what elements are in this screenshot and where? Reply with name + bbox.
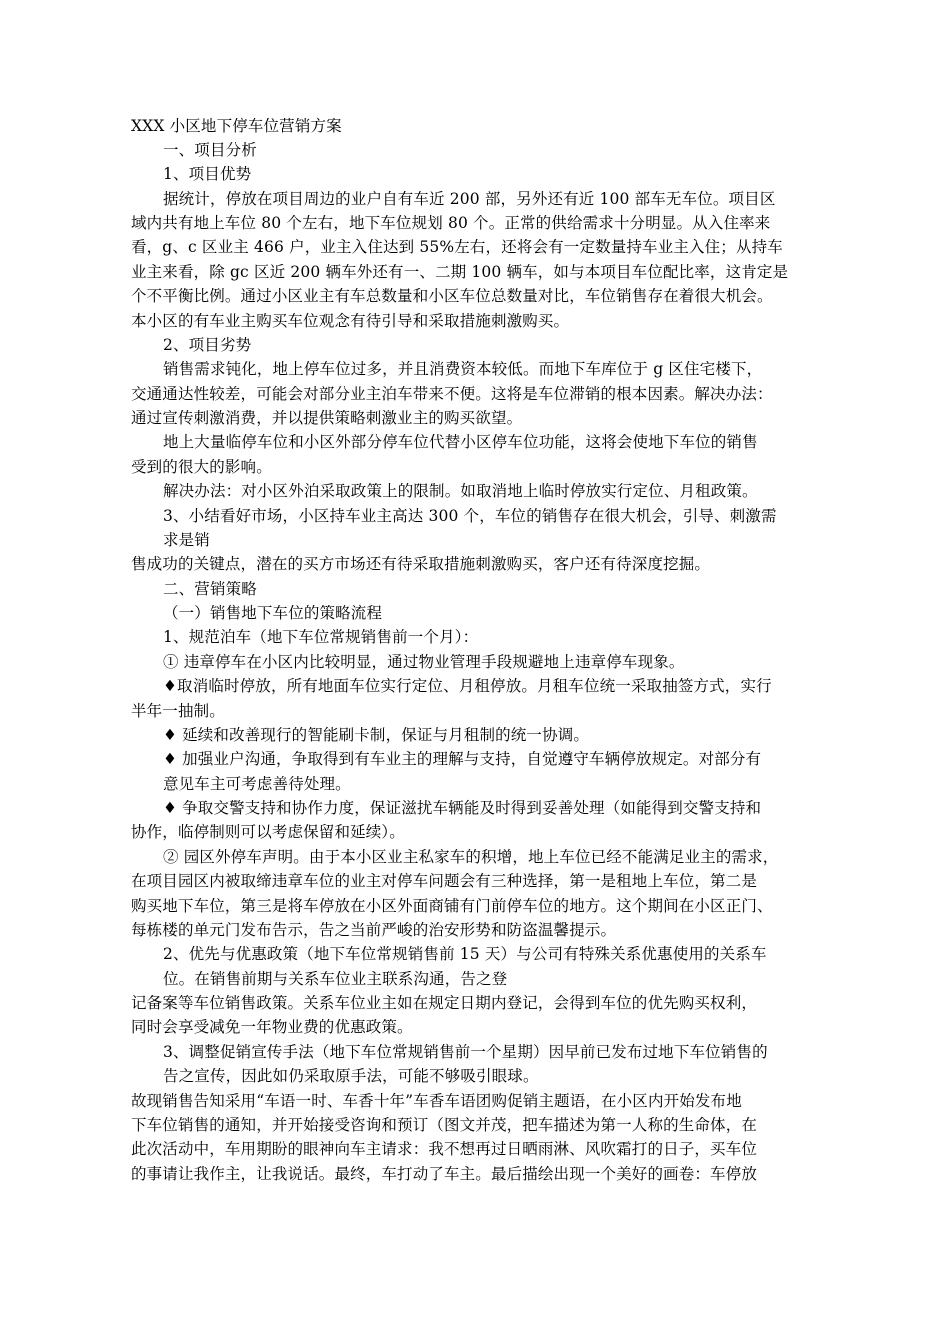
paragraph-line: 销售需求钝化，地上停车位过多，并且消费资本较低。而地下车库位于 g 区住宅楼下， — [163, 360, 763, 378]
paragraph-line: ② 园区外停车声明。由于本小区业主私家车的积增，地上车位已经不能满足业主的需求， — [163, 848, 779, 866]
paragraph-line: 此次活动中，车用期盼的眼神向车主请求：我不想再过日晒雨淋、风吹霜打的日子，买车位 — [131, 1140, 758, 1158]
paragraph-line: 售成功的关键点，潜在的买方市场还有待采取措施刺激购买，客户还有待深度挖掘。 — [131, 555, 711, 573]
paragraph-line: 的事请让我作主，让我说话。最终，车打动了车主。最后描绘出现一个美好的画卷：车停放 — [131, 1165, 758, 1183]
paragraph-line: 协作，临停制则可以考虑保留和延续）。 — [131, 823, 405, 841]
paragraph-line: 域内共有地上车位 80 个左右，地下车位规划 80 个。正常的供给需求十分明显。从入住率来 — [131, 214, 771, 232]
bullet-line: ♦ 加强业户沟通，争取得到有车业主的理解与支持，自觉遵守车辆停放规定。对部分有 — [163, 750, 762, 768]
paragraph-line: 交通通达性较差，可能会对部分业主泊车带来不便。这将是车位滞销的根本因素。解决办法： — [131, 385, 773, 403]
bullet-line: ♦ 延续和改善现行的智能刷卡制，保证与月租制的统一协调。 — [163, 726, 590, 744]
paragraph-line: 3、调整促销宣传手法（地下车位常规销售前一个星期）因早前已发布过地下车位销售的 — [163, 1043, 768, 1061]
paragraph-line: 看，g、c 区业主 466 户，业主入住达到 55%左右，还将会有一定数量持车业主入住；从持车 — [131, 238, 783, 256]
subsection-heading: 1、项目优势 — [163, 165, 252, 183]
paragraph-line: 位。在销售前期与关系车位业主联系沟通，告之登 — [163, 970, 508, 988]
subsection-heading: 1、规范泊车（地下车位常规销售前一个月）： — [163, 628, 479, 646]
section-heading: 一、项目分析 — [163, 141, 257, 159]
paragraph-line: 受到的很大的影响。 — [131, 458, 272, 476]
section-heading: 二、营销策略 — [163, 580, 257, 598]
bullet-line: ♦ 争取交警支持和协作力度，保证滋扰车辆能及时得到妥善处理（如能得到交警支持和 — [163, 799, 762, 817]
subsection-heading: （一）销售地下车位的策略流程 — [163, 604, 383, 622]
paragraph-line: 每栋楼的单元门发布告示，告之当前严峻的治安形势和防盗温馨提示。 — [131, 921, 617, 939]
bullet-line: ♦取消临时停放，所有地面车位实行定位、月租停放。月租车位统一采取抽签方式，实行 — [163, 677, 772, 695]
paragraph-line: 同时会享受减免一年物业费的优惠政策。 — [131, 1018, 413, 1036]
paragraph-line: 购买地下车位，第三是将车停放在小区外面商铺有门前停车位的地方。这个期间在小区正门、 — [131, 897, 773, 915]
paragraph-line: 个不平衡比例。通过小区业主有车总数量和小区车位总数量对比，车位销售存在着很大机会。 — [131, 287, 773, 305]
paragraph-line: 在项目园区内被取缔违章车位的业主对停车问题会有三种选择，第一是租地上车位，第二是 — [131, 872, 758, 890]
paragraph-line: 地上大量临停车位和小区外部分停车位代替小区停车位功能，这将会使地下车位的销售 — [163, 433, 758, 451]
paragraph-line: 2、优先与优惠政策（地下车位常规销售前 15 天）与公司有特殊关系优惠使用的关系车 — [163, 945, 767, 963]
paragraph-line: 记备案等车位销售政策。关系车位业主如在规定日期内登记，会得到车位的优先购买权利， — [131, 994, 758, 1012]
paragraph-line: 下车位销售的通知，并开始接受咨询和预订（图文并茂，把车描述为第一人称的生命体，在 — [131, 1116, 758, 1134]
subsection-heading: 2、项目劣势 — [163, 336, 252, 354]
paragraph-line: 3、小结看好市场，小区持车业主高达 300 个，车位的销售存在很大机会，引导、刺激需 — [163, 507, 777, 525]
paragraph-line: 半年一抽制。 — [131, 702, 225, 720]
paragraph-line: 告之宣传，因此如仍采取原手法，可能不够吸引眼球。 — [163, 1067, 539, 1085]
paragraph-line: 解决办法：对小区外泊采取政策上的限制。如取消地上临时停放实行定位、月租政策。 — [163, 482, 758, 500]
paragraph-line: ① 违章停车在小区内比较明显，通过物业管理手段规避地上违章停车现象。 — [163, 653, 685, 671]
paragraph-line: 故现销售告知采用“车语一时、车香十年”车香车语团购促销主题语，在小区内开始发布地 — [131, 1092, 742, 1110]
paragraph-line: 本小区的有车业主购买车位观念有待引导和采取措施刺激购买。 — [131, 312, 570, 330]
paragraph-line: 据统计，停放在项目周边的业户自有车近 200 部，另外还有近 100 部车无车位。项目区 — [163, 190, 776, 208]
paragraph-line: 求是销 — [163, 531, 210, 549]
document-title: XXX 小区地下停车位营销方案 — [131, 117, 342, 135]
paragraph-line: 业主来看，除 gc 区近 200 辆车外还有一、二期 100 辆车，如与本项目车位配比率，这肯定是 — [131, 263, 789, 281]
paragraph-line: 意见车主可考虑善待处理。 — [163, 775, 351, 793]
paragraph-line: 通过宣传刺激消费，并以提供策略刺激业主的购买欲望。 — [131, 409, 523, 427]
